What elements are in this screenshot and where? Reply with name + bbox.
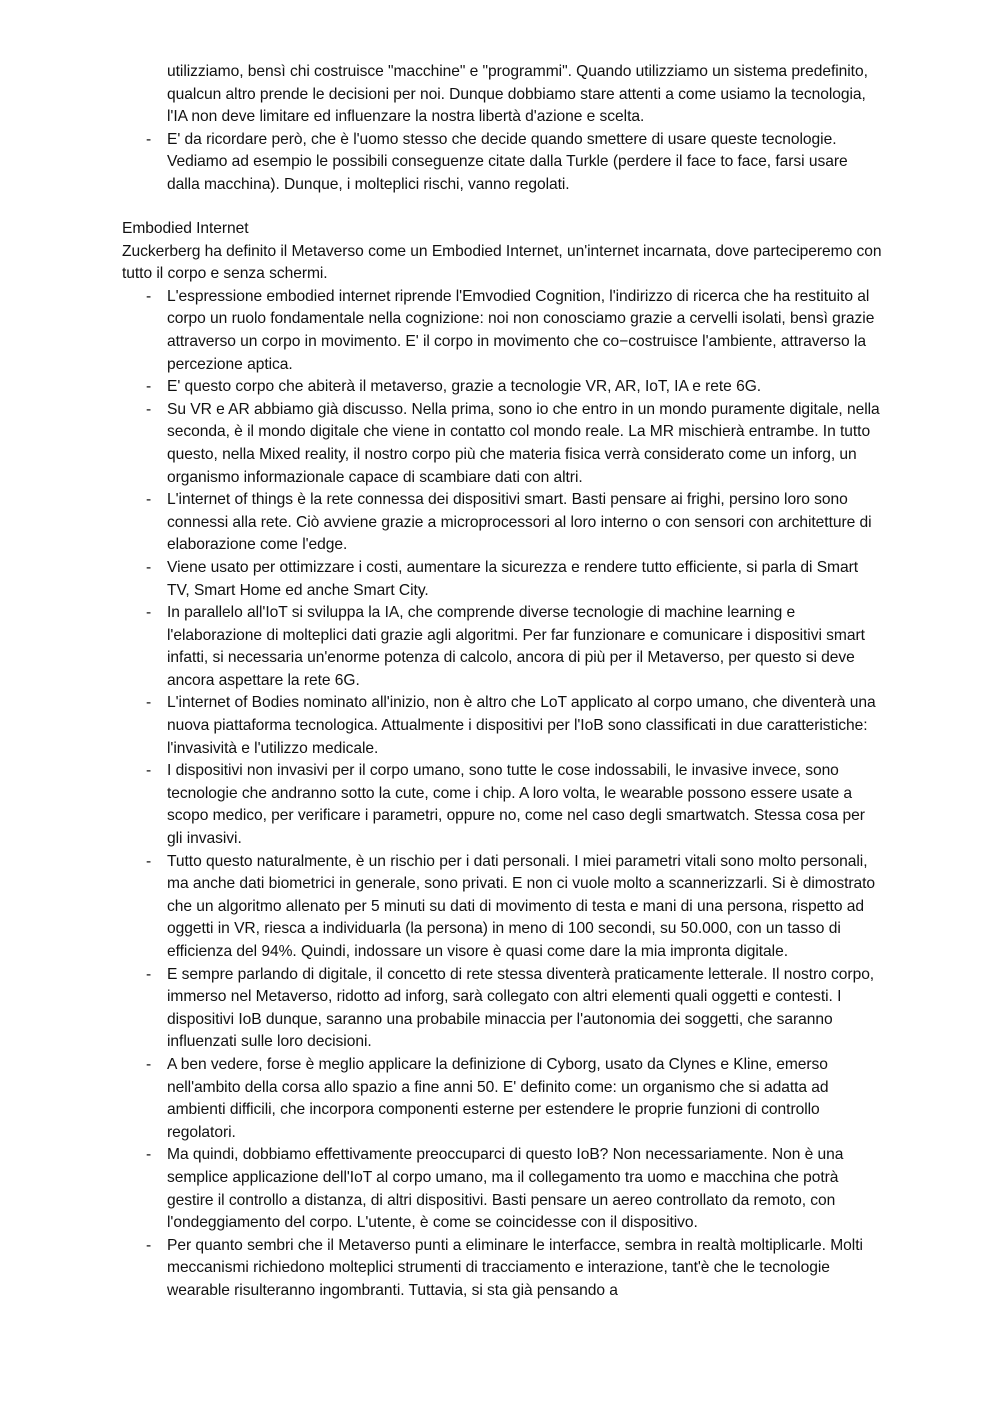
list-item: - Per quanto sembri che il Metaverso punti a eliminare le interfacce, sembra in realtà moltiplicarle. Molti meccanismi richiedono molteplici strumenti di tracciamento e interazione, tant'è che le tecnologie wearable risulteranno ingombranti. Tuttavia, si sta già pensando a bbox=[122, 1235, 882, 1303]
list-item: - Tutto questo naturalmente, è un rischio per i dati personali. I miei parametri vitali sono molto personali, ma anche dati biometrici in generale, sono privati. E non ci vuole molto a scannerizzarli. Si è dimostrato che un algoritmo allenato per 5 minuti su dati di movimento di testa e mani di una persona, rispetto ad oggetti in VR, riesca a individuarla (la persona) in meno di 100 secondi, su 50.000, con un tasso di efficienza del 94%. Quindi, indossare un visore è quasi come dare la mia impronta digitale. bbox=[122, 851, 882, 964]
section-intro: Zuckerberg ha definito il Metaverso come un Embodied Internet, un'internet incarnata, dove parteciperemo con tutto il corpo e senza schermi. bbox=[122, 242, 882, 283]
list-item: - Viene usato per ottimizzare i costi, aumentare la sicurezza e rendere tutto efficiente, si parla di Smart TV, Smart Home ed anche Smart City. bbox=[122, 557, 882, 602]
section-block bbox=[122, 218, 882, 1303]
list-item: - L'espressione embodied internet riprende l'Emvodied Cognition, l'indirizzo di ricerca che ha restituito al corpo un ruolo fondamentale nella cognizione: noi non conosciamo grazie a cervelli isolati, bensì grazie attraverso un corpo in movimento. E' il corpo in movimento che co−costruisce l'ambiente, attraverso la percezione aptica. bbox=[122, 286, 882, 376]
list-item: - In parallelo all'IoT si sviluppa la IA, che comprende diverse tecnologie di machine learning e l'elaborazione di molteplici dati grazie agli algoritmi. Per far funzionare e comunicare i dispositivi smart infatti, si necessaria un'enorme potenza di calcolo, ancora di più per il Metaverso, per questo si deve ancora aspettare la rete 6G. bbox=[122, 602, 882, 692]
list-item: - L'internet of Bodies nominato all'inizio, non è altro che LoT applicato al corpo umano, che diventerà una nuova piattaforma tecnologica. Attualmente i dispositivi per l'IoB sono classificati in due caratteristiche: l'invasività e l'utilizzo medicale. bbox=[122, 692, 882, 760]
list-item: - Ma quindi, dobbiamo effettivamente preoccuparci di questo IoB? Non necessariamente. Non è una semplice applicazione dell'IoT al corpo umano, ma il collegamento tra uomo e macchina che potrà gestire il controllo a distanza, di altri dispositivi. Basti pensare un aereo controllato da remoto, con l'ondeggiamento del corpo. L'utente, è come se coincidesse con il dispositivo. bbox=[122, 1144, 882, 1234]
top-block bbox=[122, 61, 882, 197]
list-item: - E' questo corpo che abiterà il metaverso, grazie a tecnologie VR, AR, IoT, IA e rete 6G. bbox=[122, 376, 882, 399]
list-item: - Su VR e AR abbiamo già discusso. Nella prima, sono io che entro in un mondo puramente digitale, nella seconda, è il mondo digitale che viene in contatto col mondo reale. La MR mischierà entrambe. In tutto questo, nella Mixed reality, il nostro corpo più che materia fisica verrà considerato come un inforg, un organismo informazionale capace di scambiare dati con altri. bbox=[122, 399, 882, 489]
section-heading: Embodied Internet bbox=[122, 220, 249, 237]
list-item: - I dispositivi non invasivi per il corpo umano, sono tutte le cose indossabili, le invasive invece, sono tecnologie che andranno sotto la cute, come i chip. A loro volta, le wearable possono essere usate a scopo medico, per verificare i parametri, oppure no, come nel caso degli smartwatch. Stessa cosa per gli invasivi. bbox=[122, 760, 882, 850]
continuation-paragraph: utilizziamo, bensì chi costruisce "macchine" e "programmi". Quando utilizziamo un sistema predefinito, qualcun altro prende le decisioni per noi. Dunque dobbiamo stare attenti a come usiamo la tecnologia, l'IA non deve limitare ed influenzare la nostra libertà d'azione e scelta. bbox=[167, 63, 868, 126]
list-item: - E' da ricordare però, che è l'uomo stesso che decide quando smettere di usare queste tecnologie. Vediamo ad esempio le possibili conseguenze citate dalla Turkle (perdere il face to face, farsi usare dalla macchina). Dunque, i molteplici rischi, vanno regolati. bbox=[122, 129, 882, 197]
list-item: - L'internet of things è la rete connessa dei dispositivi smart. Basti pensare ai frighi, persino loro sono connessi alla rete. Ciò avviene grazie a microprocessori al loro interno o con sensori con architetture di elaborazione come l'edge. bbox=[122, 489, 882, 557]
list-item: - E sempre parlando di digitale, il concetto di rete stessa diventerà praticamente letterale. Il nostro corpo, immerso nel Metaverso, ridotto ad inforg, sarà collegato con altri elementi quali oggetti e contesti. I dispositivi IoB dunque, saranno una probabile minaccia per l'autonomia dei soggetti, che saranno influenzati sulle loro decisioni. bbox=[122, 964, 882, 1054]
section-bullet-list bbox=[122, 286, 882, 1303]
top-bullet-list bbox=[122, 129, 882, 197]
list-item: - A ben vedere, forse è meglio applicare la definizione di Cyborg, usato da Clynes e Kline, emerso nell'ambito della corsa allo spazio a fine anni 50. E' definito come: un organismo che si adatta ad ambienti difficili, che incorpora componenti esterne per estendere le proprie funzioni di controllo regolatori. bbox=[122, 1054, 882, 1144]
